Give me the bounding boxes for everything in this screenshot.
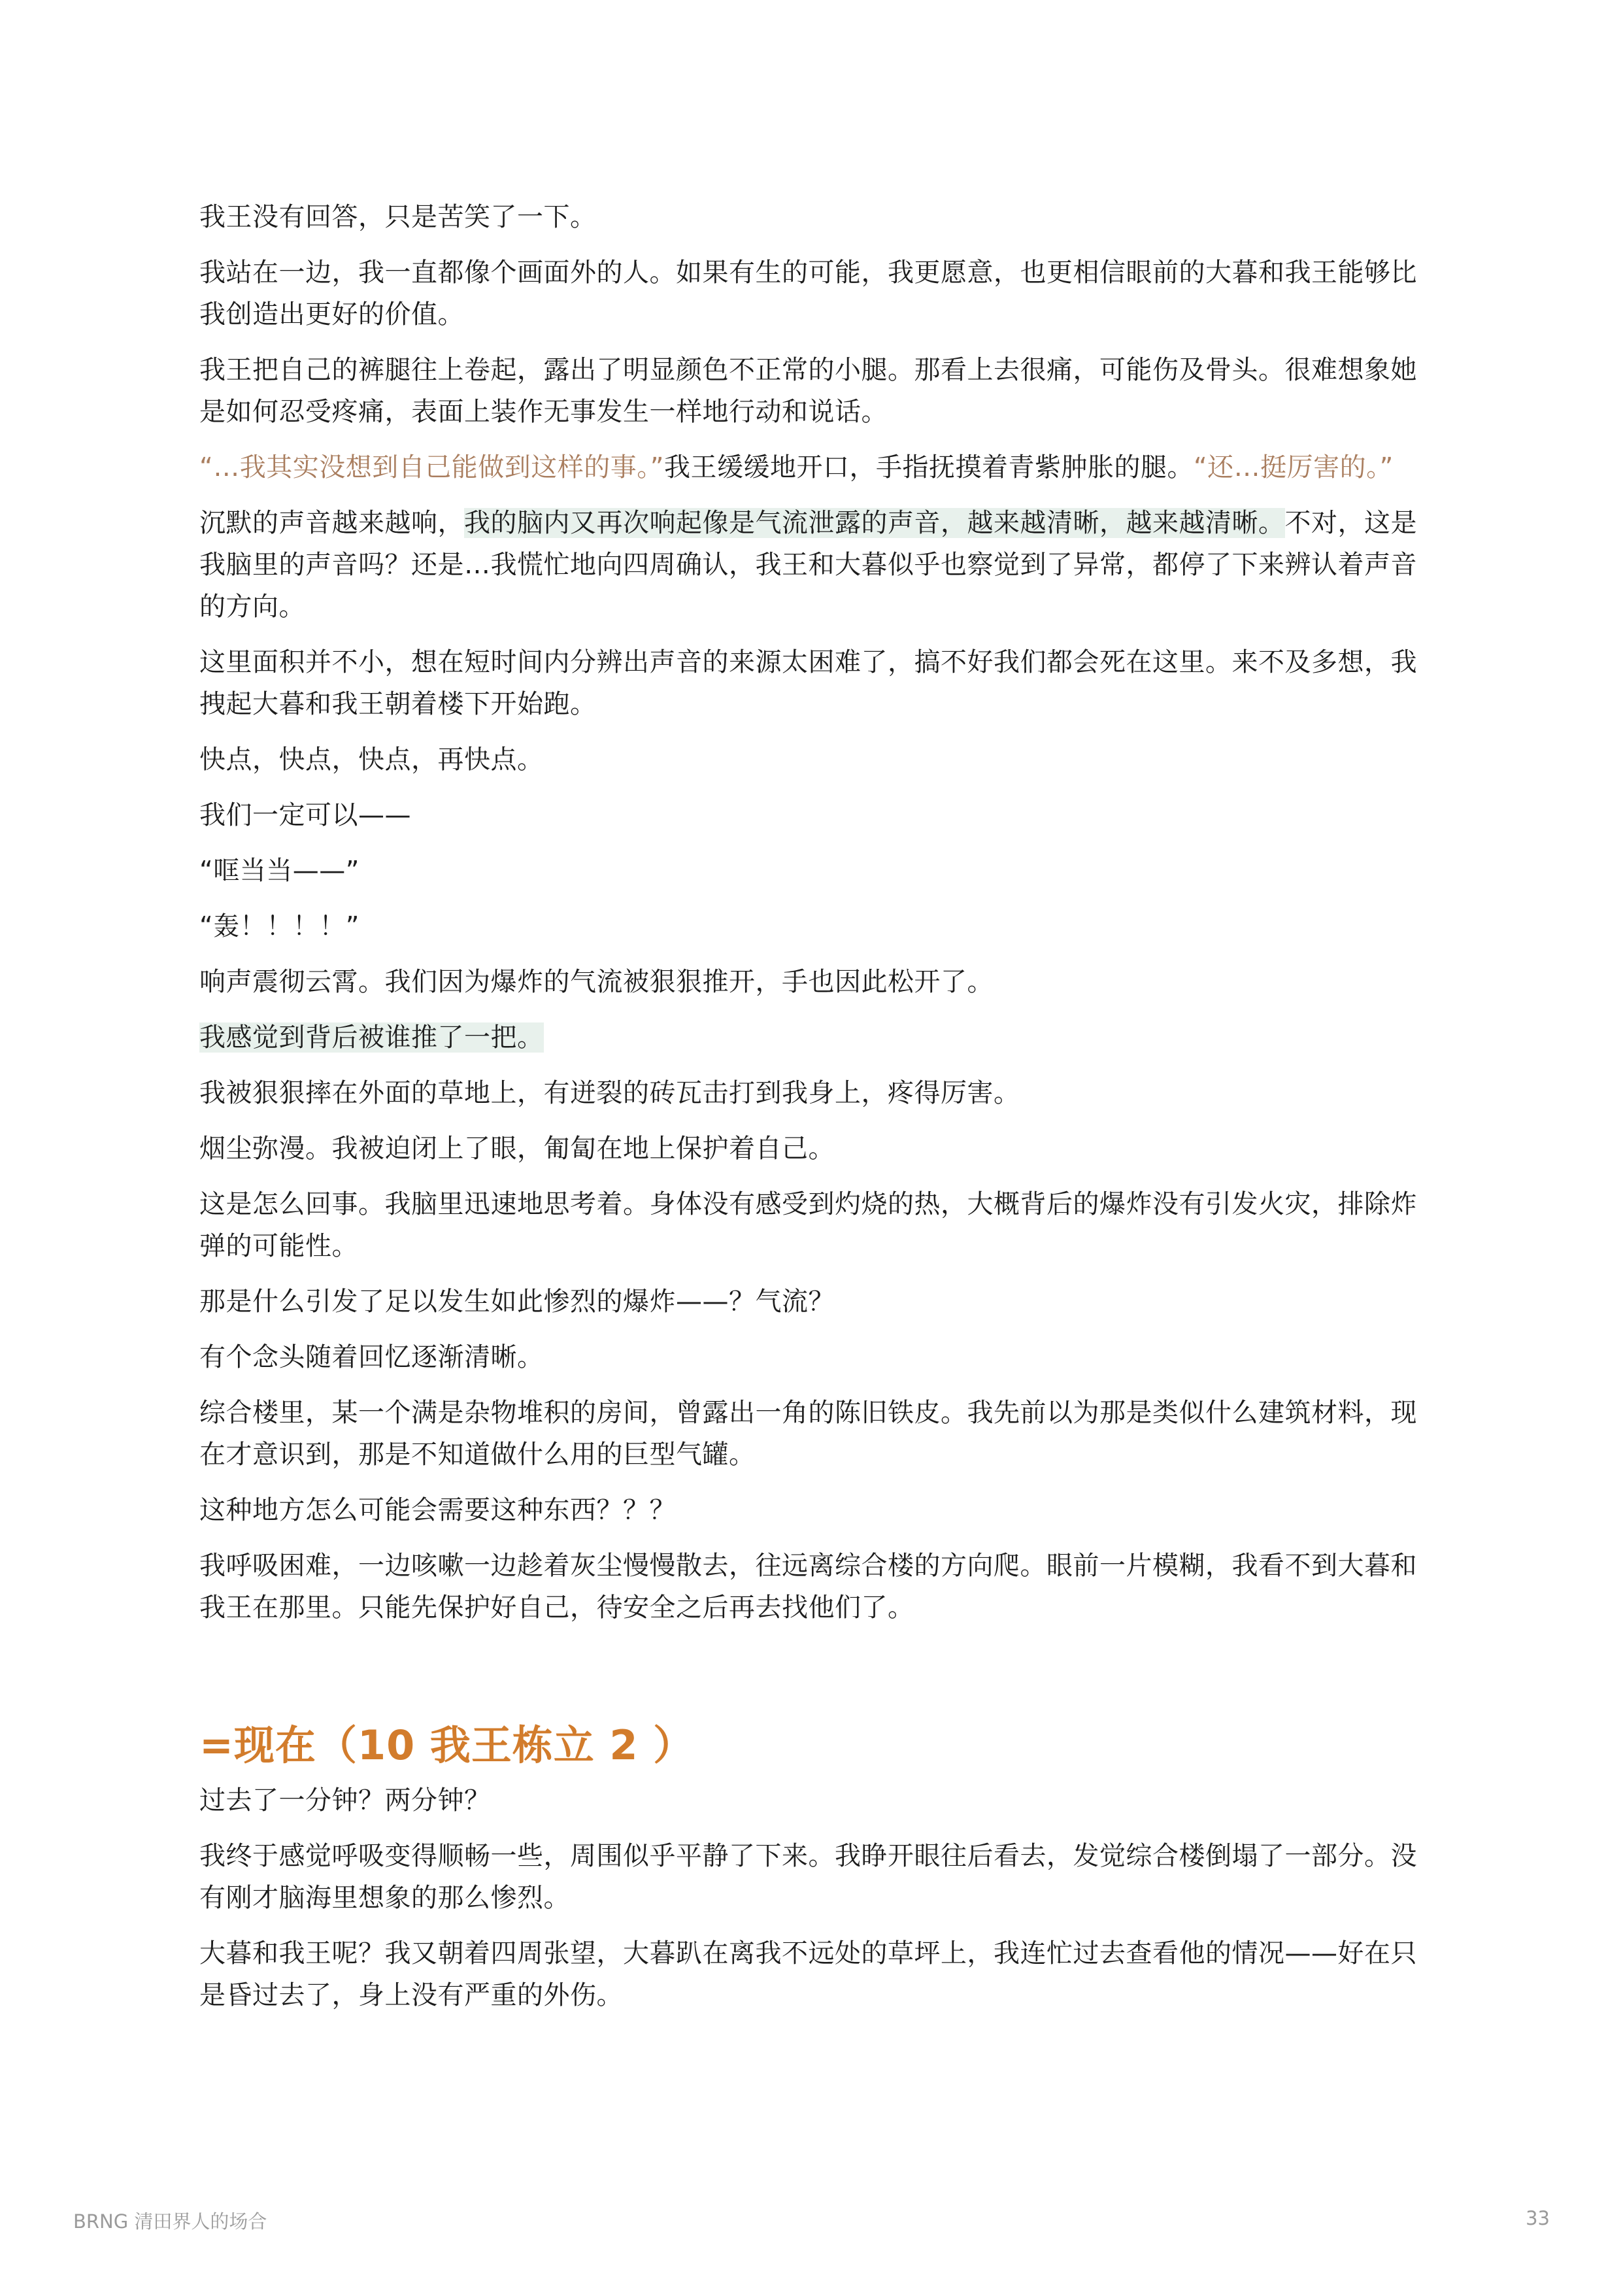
page-number: 33 [1526,2207,1550,2229]
page-body [199,196,1441,2030]
narration-text: 不对，这是我脑里的声音吗？还是…我慌忙地向四周确认，我王和大暮似乎也察觉到了异常，都停了下来辨认着声音的方向。 [199,508,1417,622]
paragraph-2: 我站在一边，我一直都像个画面外的人。如果有生的可能，我更愿意，也更相信眼前的大暮和我王能够比我创造出更好的价值。 [199,258,1417,329]
paragraph-6: 这里面积并不小，想在短时间内分辨出声音的来源太困难了，搞不好我们都会死在这里。来不及多想，我拽起大暮和我王朝着楼下开始跑。 [199,647,1417,719]
highlighted-text: 我的脑内又再次响起像是气流泄露的声音，越来越清晰，越来越清晰。 [464,508,1285,538]
dialogue-quote-2: “还…挺厉害的。” [1193,452,1394,482]
paragraph-22: 我终于感觉呼吸变得顺畅一些，周围似乎平静了下来。我睁开眼往后看去，发觉综合楼倒塌了一部分。没有刚才脑海里想象的那么惨烈。 [199,1841,1417,1913]
dialogue-quote-1: “…我其实没想到自己能做到这样的事。” [199,452,664,482]
section-heading: =现在（10 我王栋立 2 ） [199,1721,695,1769]
paragraph-11: 响声震彻云霄。我们因为爆炸的气流被狠狠推开，手也因此松开了。 [199,967,994,997]
narration-text: 我王缓缓地开口，手指抚摸着青紫肿胀的腿。 [663,452,1194,482]
footer-title: BRNG 清田界人的场合 [73,2210,267,2233]
paragraph-21: 过去了一分钟？两分钟？ [199,1785,491,1815]
paragraph-15: 这是怎么回事。我脑里迅速地思考着。身体没有感受到灼烧的热，大概背后的爆炸没有引发火灾，排除炸弹的可能性。 [199,1189,1417,1261]
highlighted-text: 我感觉到背后被谁推了一把。 [199,1022,544,1053]
paragraph-14: 烟尘弥漫。我被迫闭上了眼，匍匐在地上保护着自己。 [199,1134,835,1164]
paragraph-10: “轰！！！！” [199,911,360,941]
paragraph-9: “哐当当——” [199,856,360,886]
paragraph-5 [199,502,1441,628]
paragraph-23: 大暮和我王呢？我又朝着四周张望，大暮趴在离我不远处的草坪上，我连忙过去查看他的情况——好在只是昏过去了，身上没有严重的外伤。 [199,1938,1417,2010]
paragraph-19: 这种地方怎么可能会需要这种东西？？？ [199,1495,676,1525]
paragraph-4 [199,447,1441,488]
paragraph-7: 快点，快点，快点，再快点。 [199,745,544,775]
paragraph-8: 我们一定可以—— [199,800,411,830]
paragraph-20: 我呼吸困难，一边咳嗽一边趁着灰尘慢慢散去，往远离综合楼的方向爬。眼前一片模糊，我看不到大暮和我王在那里。只能先保护好自己，待安全之后再去找他们了。 [199,1551,1417,1623]
paragraph-3: 我王把自己的裤腿往上卷起，露出了明显颜色不正常的小腿。那看上去很痛，可能伤及骨头。很难想象她是如何忍受疼痛，表面上装作无事发生一样地行动和说话。 [199,355,1417,427]
paragraph-13: 我被狠狠摔在外面的草地上，有迸裂的砖瓦击打到我身上，疼得厉害。 [199,1078,1020,1108]
paragraph-18: 综合楼里，某一个满是杂物堆积的房间，曾露出一角的陈旧铁皮。我先前以为那是类似什么建筑材料，现在才意识到，那是不知道做什么用的巨型气罐。 [199,1398,1417,1470]
paragraph-12 [199,1017,1441,1058]
paragraph-17: 有个念头随着回忆逐渐清晰。 [199,1342,544,1372]
paragraph-1: 我王没有回答，只是苦笑了一下。 [199,202,597,232]
narration-text: 沉默的声音越来越响， [199,508,464,538]
paragraph-16: 那是什么引发了足以发生如此惨烈的爆炸——？气流？ [199,1287,835,1317]
